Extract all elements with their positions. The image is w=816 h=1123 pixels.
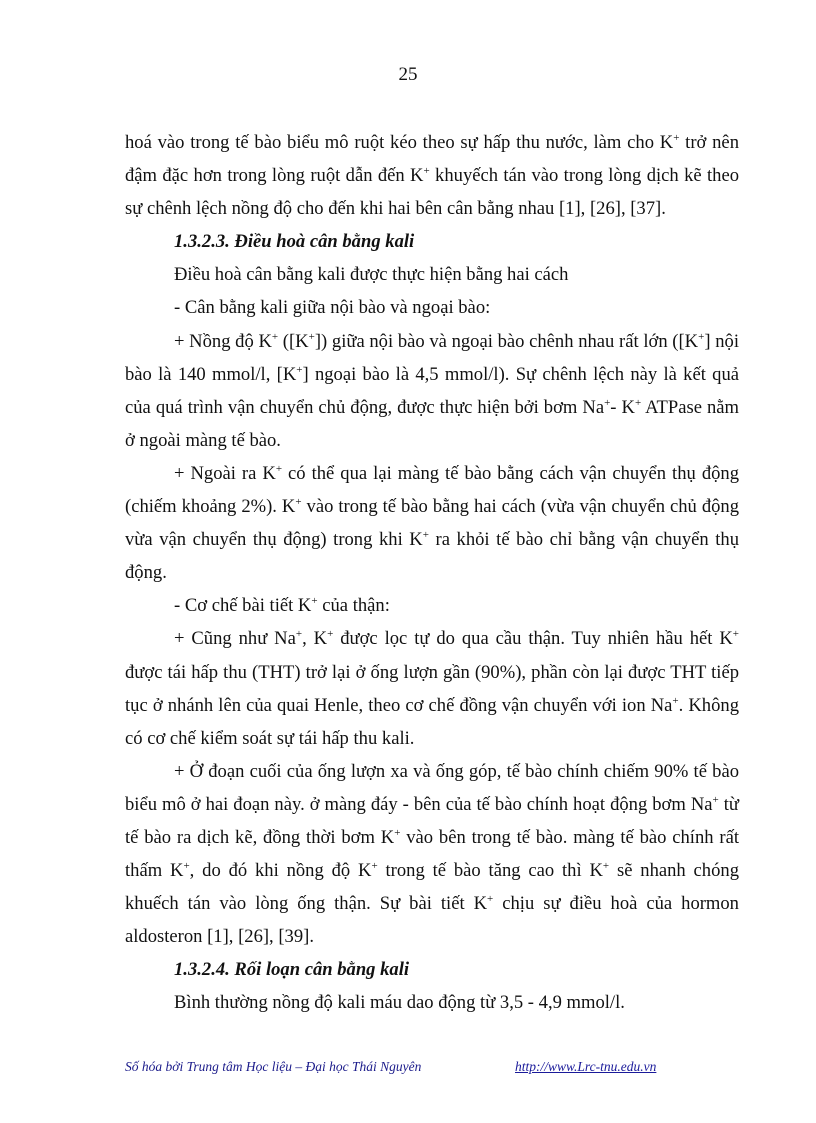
- page-number: 25: [398, 64, 418, 85]
- paragraph-regulation-intro: Điều hoà cân bằng kali được thực hiện bằng hai cách: [174, 264, 569, 286]
- paragraph-normal-range: Bình thường nồng độ kali máu dao động từ 3,5 - 4,9 mmol/l.: [174, 992, 625, 1014]
- paragraph-passive-transport: + Ngoài ra K+ có thể qua lại màng tế bào bằng cách vận chuyển thụ động (chiếm khoảng 2%). K+ vào trong tế bào bằng hai cách (vừa vận chuyển chủ động vừa vận chuyển thụ động) trong khi K+ ra khỏi tế bào chỉ bằng vận chuyển thụ động.: [125, 462, 740, 584]
- paragraph-renal-excretion: - Cơ chế bài tiết K+ của thận:: [174, 595, 390, 617]
- paragraph-collecting-duct: + Ở đoạn cuối của ống lượn xa và ống góp, tế bào chính chiếm 90% tế bào biểu mô ở hai đoạn này. ở màng đáy - bên của tế bào chính hoạt động bơm Na+ từ tế bào ra dịch kẽ, đồng thời bơm K+ vào bên trong tế bào. màng tế bào chính rất thấm K+, do đó khi nồng độ K+ trong tế bào tăng cao thì K+ sẽ nhanh chóng khuếch tán vào lòng ống thận. Sự bài tiết K+ chịu sự điều hoà của hormon aldosteron [1], [26], [39].: [125, 760, 739, 948]
- section-heading-potassium-disorders: 1.3.2.4. Rối loạn cân bằng kali: [174, 959, 410, 981]
- paragraph-potassium-absorption: hoá vào trong tế bào biểu mô ruột kéo theo sự hấp thu nước, làm cho K+ trở nên đậm đặc hơn trong lòng ruột dẫn đến K+ khuyếch tán vào trong lòng dịch kẽ theo sự chênh lệch nồng độ cho đến khi hai bên cân bằng nhau [1], [26], [37].: [125, 132, 739, 220]
- footer-link[interactable]: http://www.Lrc-tnu.edu.vn: [515, 1059, 657, 1074]
- paragraph-intra-extra-balance: - Cân bằng kali giữa nội bào và ngoại bào:: [174, 297, 491, 319]
- paragraph-concentration-difference: + Nồng độ K+ ([K+]) giữa nội bào và ngoại bào chênh nhau rất lớn ([K+] nội bào là 140 mmol/l, [K+] ngoại bào là 4,5 mmol/l). Sự chênh lệch này là kết quả của quá trình vận chuyển chủ động, được thực hiện bởi bơm Na+- K+ ATPase nằm ở ngoài màng tế bào.: [125, 330, 739, 451]
- paragraph-glomerular-filtration: + Cũng như Na+, K+ được lọc tự do qua cầu thận. Tuy nhiên hầu hết K+ được tái hấp thu (THT) trở lại ở ống lượn gần (90%), phần còn lại được THT tiếp tục ở nhánh lên của quai Henle, theo cơ chế đồng vận chuyển với ion Na+. Không có cơ chế kiểm soát sự tái hấp thu kali.: [125, 628, 739, 749]
- body-text: [125, 126, 739, 1020]
- footer-credit: Số hóa bởi Trung tâm Học liệu – Đại học Thái Nguyên: [125, 1059, 422, 1074]
- page-footer: [125, 1059, 739, 1079]
- section-heading-potassium-regulation: 1.3.2.3. Điều hoà cân bằng kali: [174, 231, 415, 253]
